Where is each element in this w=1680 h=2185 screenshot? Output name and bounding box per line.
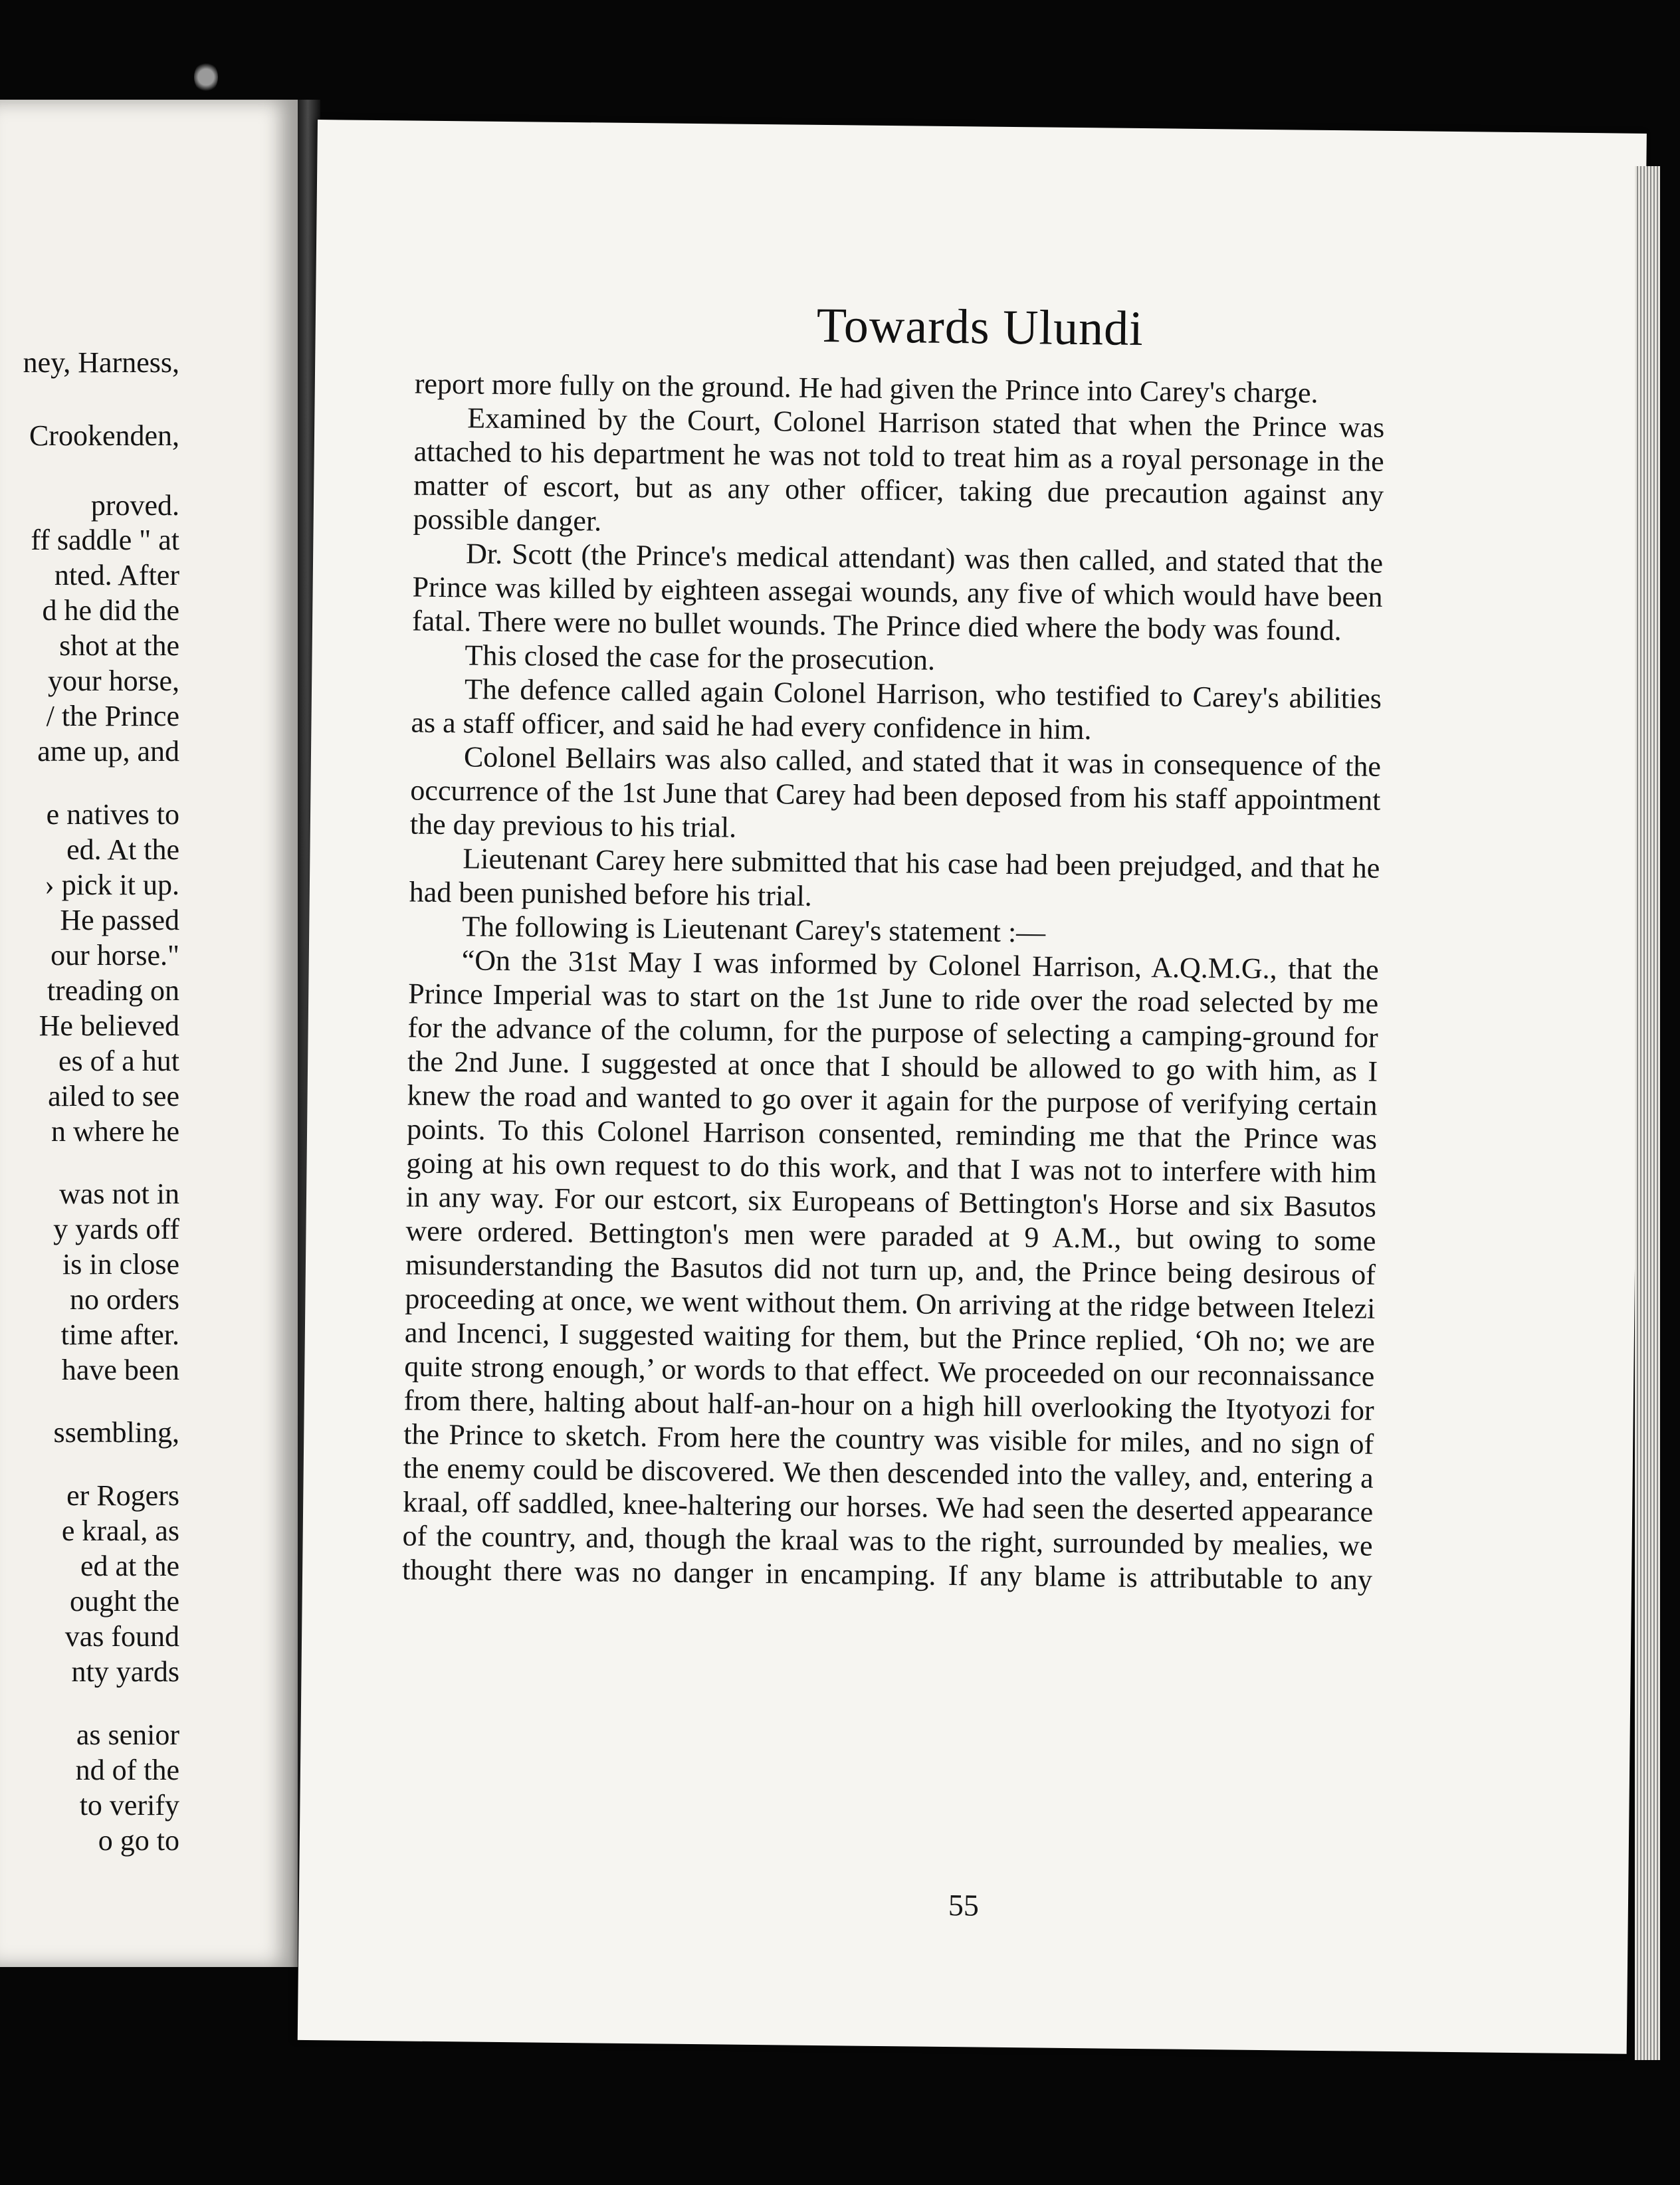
left-page-line: d he did the	[42, 594, 179, 627]
left-page-line: to verify	[79, 1789, 179, 1821]
page-edges	[1635, 166, 1660, 2060]
left-page-line: ney, Harness,	[23, 346, 179, 379]
left-page-line: Crookenden,	[29, 419, 179, 452]
paragraph: “On the 31st May I was informed by Colonel Harrison, A.Q.M.G., that the Prince Imperial was to start on the 1st June to ride over the road selected by me for the advance of the column, for the purpose of selecting a camping-ground for the 2nd June. I suggested at once that I should be allowed to go with him, as I knew the road and wanted to go over it again for the purpose of verifying certain points. To this Colonel Harrison consented, reminding me that the Prince was going at his own request to do this work, and that I was not to interfere with him in any way. For our estcort, six Europeans of Bettington's Horse and six Basutos were ordered. Bettington's men were paraded at 9 A.M., but owing to some misunderstanding the Basutos did not turn up, and, the Prince being desirous of proceeding at once, we went without them. On arriving at the ridge between Itelezi and Incenci, I suggested waiting for them, but the Prince replied, ‘Oh no; we are quite strong enough,’ or words to that effect. We proceeded on our reconnaissance from there, halting about half-an-hour on a high hill overlooking the Ityotyozi for the Prince to sketch. From here the country was visible for miles, and no sign of the enemy could be discovered. We then descended into the valley, and, entering a kraal, off saddled, knee-haltering our horses. We had seen the deserted appearance of the country, and, though the kraal was to the right, surrounded by mealies, we thought there was no danger in encamping. If any blame is attributable to any	[401, 944, 1379, 1596]
left-page-line: ed. At the	[66, 833, 179, 866]
left-page-line: er Rogers	[66, 1479, 179, 1512]
running-head: Towards Ulundi	[816, 298, 1144, 357]
left-page-line: ed at the	[80, 1550, 179, 1582]
dust-speck	[194, 61, 218, 93]
paragraph: The following is Lieutenant Carey's statement :—	[462, 910, 1046, 949]
left-page-line: was not in	[59, 1178, 179, 1210]
paragraph: report more fully on the ground. He had given the Prince into Carey's charge.	[414, 367, 1318, 409]
paragraph: Examined by the Court, Colonel Harrison stated that when the Prince was attached to his department he was not told to treat him as a royal personage in the matter of escort, but as any other officer, taking due precaution against any possible danger.	[413, 401, 1385, 538]
left-page-line: nted. After	[54, 559, 179, 591]
left-page-line: proved.	[90, 489, 179, 522]
left-page-line: › pick it up.	[45, 869, 179, 901]
left-page-line: He believed	[39, 1009, 179, 1042]
left-page-line: no orders	[70, 1283, 179, 1316]
paragraph: Lieutenant Carey here submitted that his case had been prejudged, and that he had been punished before his trial.	[409, 842, 1380, 912]
left-page-line: o go to	[98, 1824, 179, 1857]
left-page-line: shot at the	[59, 629, 179, 662]
left-page-line: He passed	[60, 904, 179, 936]
paragraph: Colonel Bellairs was also called, and stated that it was in consequence of the occurrence of the 1st June that Carey had been deposed from his staff appointment the day previous to his trial.	[409, 740, 1382, 844]
left-page-line: ought the	[70, 1585, 179, 1617]
page-number: 55	[948, 1888, 980, 1923]
left-page-line: vas found	[64, 1620, 179, 1653]
left-page-line: e kraal, as	[61, 1514, 179, 1547]
left-page	[0, 100, 298, 1967]
left-page-line: our horse."	[51, 939, 179, 972]
left-page-line: ailed to see	[48, 1080, 179, 1112]
left-page-line: nty yards	[71, 1655, 179, 1688]
right-page	[298, 120, 1647, 2054]
left-page-line: nd of the	[75, 1754, 179, 1786]
left-page-line: ssembling,	[53, 1416, 179, 1449]
left-page-line: y yards off	[53, 1213, 179, 1245]
left-page-line: your horse,	[48, 665, 179, 697]
left-page-line: e natives to	[46, 798, 179, 831]
left-page-line: is in close	[62, 1248, 179, 1281]
left-page-line: ff saddle " at	[31, 524, 179, 556]
left-page-line: as senior	[76, 1718, 179, 1751]
left-page-line: have been	[61, 1354, 179, 1386]
paragraph: This closed the case for the prosecution.	[465, 639, 936, 676]
left-page-line: n where he	[51, 1115, 179, 1148]
paragraph: The defence called again Colonel Harrison, who testified to Carey's abilities as a staff officer, and said he had every confidence in him.	[411, 673, 1382, 746]
left-page-line: ame up, and	[37, 735, 179, 768]
left-page-line: es of a hut	[58, 1045, 179, 1077]
left-page-line: time after.	[60, 1318, 179, 1351]
left-page-line: / the Prince	[46, 700, 179, 732]
left-page-line: treading on	[47, 974, 179, 1007]
paragraph: Dr. Scott (the Prince's medical attendant) was then called, and stated that the Prince was killed by eighteen assegai wounds, any five of which would have been fatal. There were no bullet wounds. The Prince died where the body was found.	[411, 537, 1384, 647]
body-text	[402, 367, 1385, 1597]
